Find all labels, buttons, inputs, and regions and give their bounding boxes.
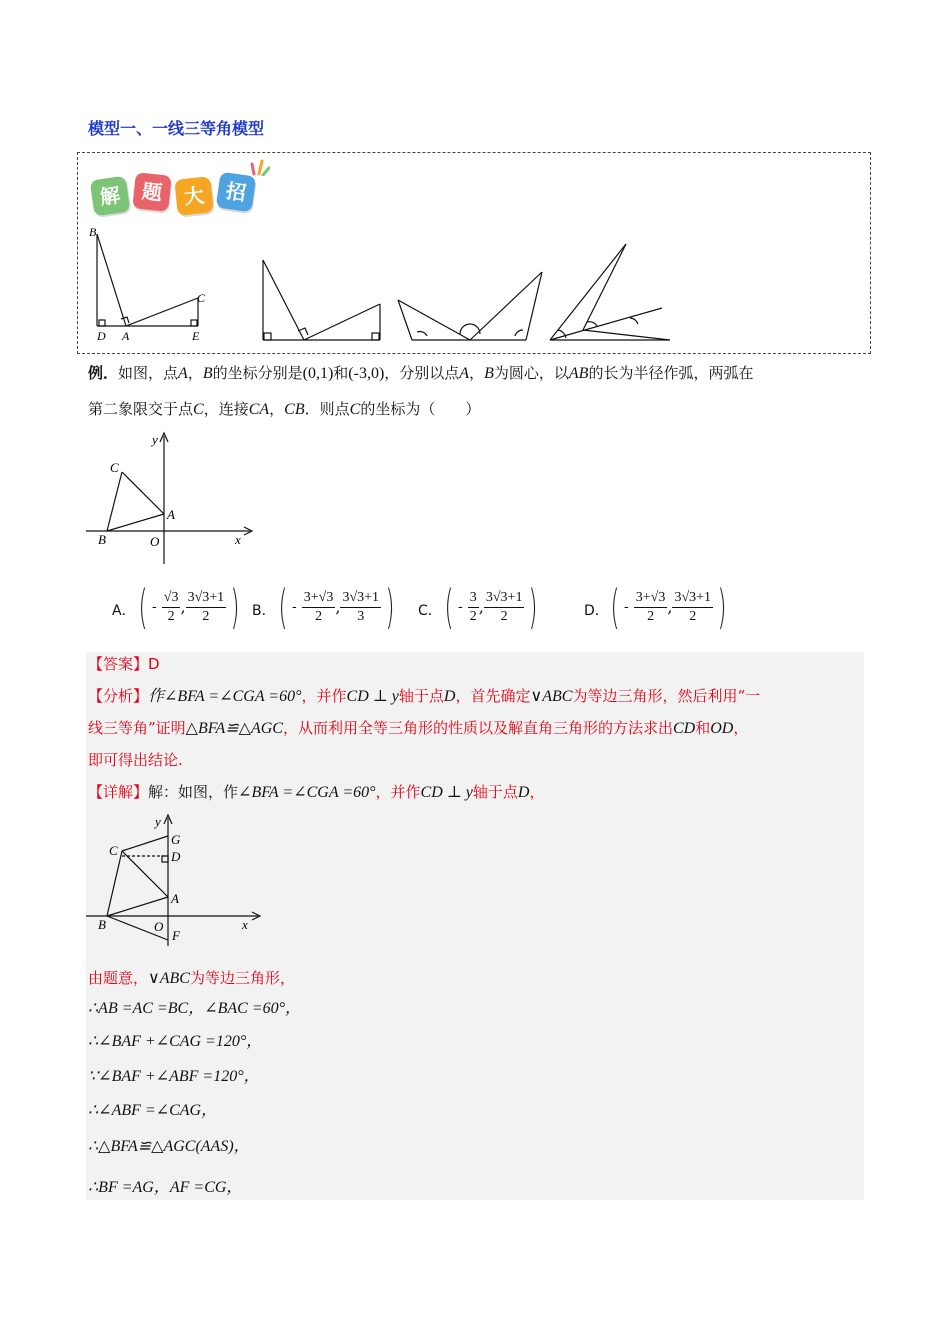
problem-text: ，分别以点 — [384, 364, 460, 382]
point-a: A — [178, 365, 188, 382]
minus-sign: - — [623, 599, 629, 615]
fraction — [672, 589, 713, 626]
problem-text: 的坐标为（ ） — [360, 400, 481, 418]
badge-tile-2: 题 — [132, 172, 172, 212]
fig2-label-b: B — [98, 532, 106, 547]
analysis-tag: 【分析】 — [88, 687, 149, 705]
coord-b: (-3,0) — [348, 365, 385, 382]
detail-text: ，并作 — [375, 783, 421, 801]
fraction — [468, 589, 479, 626]
analysis-text: ， — [733, 719, 749, 737]
step-0 — [88, 967, 295, 990]
fig1-label-a: A — [122, 329, 130, 343]
paren-right: ) — [717, 580, 727, 634]
problem-figure — [84, 428, 264, 570]
step-text: 由题意， — [88, 969, 149, 987]
option-b-label: B． — [252, 603, 276, 619]
analysis-math: D — [443, 688, 456, 705]
step-math: ∨ABC — [148, 970, 190, 987]
option-c-label: C． — [418, 603, 442, 619]
step-3: ∵∠BAF +∠ABF =120°， — [88, 1068, 260, 1085]
minus-sign: - — [151, 599, 157, 615]
paren-left: ( — [444, 580, 454, 634]
numerator: 3√3+1 — [484, 589, 525, 608]
paren-right: ) — [230, 580, 240, 634]
numerator: 3+√3 — [634, 589, 668, 608]
fig2-label-y: y — [152, 432, 158, 447]
detail-text: 轴于点 — [472, 783, 518, 801]
fraction — [340, 589, 381, 626]
fig1-label-b: B — [89, 225, 97, 239]
denominator: 2 — [689, 608, 697, 624]
fraction — [162, 589, 181, 626]
option-a-label: A． — [112, 603, 136, 619]
detail-line — [88, 781, 545, 804]
minus-sign: - — [291, 599, 297, 615]
fig2-label-x: x — [235, 532, 241, 547]
paren-left: ( — [278, 580, 288, 634]
analysis-text: ，从而利用全等三角形的性质以及解直角三角形的方法求出 — [282, 719, 673, 737]
point-a: A — [459, 365, 470, 382]
analysis-text: ，并作 — [301, 687, 347, 705]
analysis-math: OD — [710, 720, 734, 737]
fig3-label-o: O — [154, 919, 164, 934]
section-heading: 模型一、一线三等角模型 — [88, 119, 265, 138]
paren-left: ( — [610, 580, 620, 634]
fig3-label-a: A — [171, 891, 179, 906]
minus-sign: - — [457, 599, 463, 615]
analysis-text: ，首先确定 — [455, 687, 531, 705]
fig3-label-b: B — [98, 917, 106, 932]
problem-text: 和 — [333, 364, 349, 382]
detail-tag: 【详解】 — [88, 783, 149, 801]
analysis-line-1 — [88, 685, 760, 708]
model-figure-right-angles — [97, 234, 198, 326]
point-c: C — [349, 401, 361, 418]
detail-text: 解：如图，作 — [148, 783, 239, 801]
answer-value: D — [148, 655, 160, 673]
problem-text: 的坐标分别是 — [212, 364, 303, 382]
problem-line-1 — [88, 362, 753, 385]
option-d-label: D． — [584, 603, 609, 619]
problem-text: 如图，点 — [118, 364, 179, 382]
answer-line — [88, 653, 160, 675]
fig2-label-c: C — [110, 460, 119, 475]
fig3-label-y: y — [155, 814, 161, 829]
tip-badge — [90, 164, 270, 220]
step-1: ∴AB =AC =BC，∠BAC =60°， — [88, 1000, 302, 1017]
model-figures — [80, 222, 680, 352]
denominator: 2 — [469, 608, 477, 624]
numerator: 3√3+1 — [340, 589, 381, 608]
denominator: 2 — [315, 608, 323, 624]
denominator: 2 — [167, 608, 175, 624]
fig3-label-f: F — [172, 928, 180, 943]
numerator: 3√3+1 — [186, 589, 227, 608]
fig3-label-g: G — [171, 832, 181, 847]
badge-tile-4: 招 — [216, 172, 257, 213]
step-6: ∴BF =AG，AF =CG， — [88, 1179, 243, 1196]
analysis-line-2 — [88, 717, 748, 740]
answer-tag: 【答案】 — [88, 655, 149, 673]
analysis-math: △BFA≌△AGC — [185, 720, 283, 737]
paren-right: ) — [528, 580, 538, 634]
analysis-text: 为等边三角形，然后利用“一 — [572, 687, 761, 705]
denominator: 2 — [500, 608, 508, 624]
model-figure-right-angle-2 — [263, 260, 380, 340]
problem-text: ， — [187, 364, 203, 382]
analysis-math: ∨ABC — [530, 688, 573, 705]
detail-text: ， — [529, 783, 545, 801]
model-figure-acute-angles — [550, 244, 670, 340]
denominator: 2 — [647, 608, 655, 624]
paren-right: ) — [385, 580, 395, 634]
problem-text: ， — [469, 364, 485, 382]
step-5: ∴△BFA≌△AGC(AAS)， — [88, 1138, 250, 1155]
denominator: 2 — [202, 608, 210, 624]
fig3-label-x: x — [242, 917, 248, 932]
fig2-label-a: A — [167, 507, 175, 522]
segment-ab: AB — [568, 365, 589, 382]
fraction — [484, 589, 525, 626]
detail-math: ∠BFA =∠CGA =60° — [238, 784, 376, 801]
point-b: B — [202, 365, 213, 382]
problem-text: ，连接 — [203, 400, 249, 418]
badge-tile-1: 解 — [90, 176, 131, 217]
analysis-text: 即可得出结论. — [88, 751, 183, 769]
analysis-math: CD — [672, 720, 696, 737]
point-b: B — [484, 365, 494, 382]
analysis-math: CD ⊥ y — [346, 688, 399, 705]
problem-line-2 — [88, 398, 480, 421]
analysis-line-3 — [88, 749, 183, 771]
point-c: C — [193, 401, 204, 418]
sparkle-icon — [250, 158, 270, 176]
numerator: 3 — [468, 589, 479, 608]
segment-cb: CB — [284, 401, 305, 418]
analysis-text: 线三等角”证明 — [88, 719, 186, 737]
problem-text: 为圆心，以 — [493, 364, 569, 382]
detail-math: D — [517, 784, 530, 801]
analysis-text: 轴于点 — [398, 687, 444, 705]
problem-lead: 例． — [88, 364, 119, 382]
step-4: ∴∠ABF =∠CAG， — [88, 1102, 218, 1119]
numerator: 3+√3 — [302, 589, 336, 608]
coord-a: (0,1) — [302, 365, 334, 382]
problem-text: 第二象限交于点 — [88, 400, 194, 418]
model-figure-obtuse-angles — [398, 272, 542, 340]
solution-figure — [84, 810, 274, 960]
detail-math: CD ⊥ y — [420, 784, 473, 801]
fig1-label-c: C — [197, 291, 206, 305]
problem-text: ．则点 — [304, 400, 350, 418]
denominator: 3 — [357, 608, 365, 624]
problem-text: 的长为半径作弧，两弧在 — [588, 364, 754, 382]
step-2: ∴∠BAF +∠CAG =120°， — [88, 1033, 263, 1050]
fig1-label-d: D — [97, 329, 106, 343]
paren-left: ( — [138, 580, 148, 634]
fraction — [634, 589, 668, 626]
fraction — [186, 589, 227, 626]
numerator: 3√3+1 — [672, 589, 713, 608]
fraction — [302, 589, 336, 626]
analysis-text: 和 — [695, 719, 711, 737]
fig3-label-d: D — [171, 849, 181, 864]
badge-tile-3: 大 — [174, 176, 214, 216]
step-text: 为等边三角形， — [189, 969, 295, 987]
problem-text: ， — [269, 400, 285, 418]
segment-ca: CA — [248, 401, 270, 418]
fig1-label-e: E — [192, 329, 200, 343]
analysis-math: 作∠BFA =∠CGA =60° — [148, 688, 302, 705]
fig3-label-c: C — [109, 843, 118, 858]
fig2-label-o: O — [150, 534, 160, 549]
numerator: √3 — [162, 589, 181, 608]
